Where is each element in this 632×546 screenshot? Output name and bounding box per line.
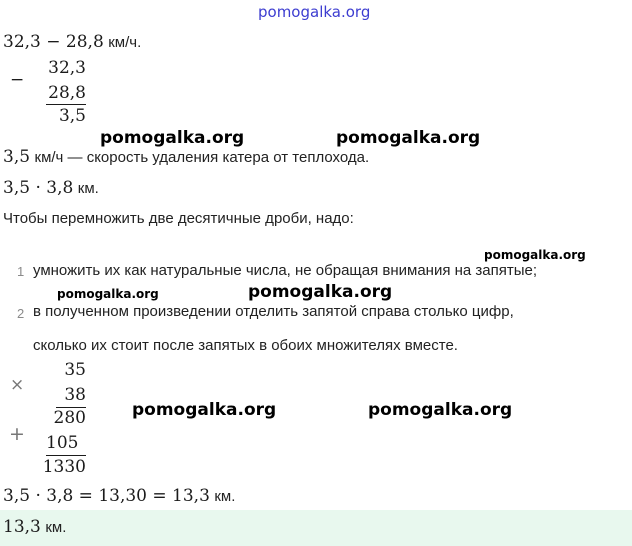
answer-line [3, 517, 66, 537]
watermark-1: pomogalka.org [100, 128, 245, 148]
difference-result: 3,5 [58, 106, 86, 126]
final-unit: км. [214, 488, 236, 505]
distance-expression: 3,5 · 3,8 [3, 178, 74, 198]
distance-line [3, 178, 99, 198]
watermark-7: pomogalka.org [368, 400, 513, 420]
times-sign: × [10, 375, 25, 395]
watermark-4: pomogalka.org [57, 287, 159, 301]
step-2-text: в полученном произведении отделить запятой справа столько цифр, [33, 303, 514, 320]
partial-product-2: 105 [46, 433, 79, 453]
step-2-number: 2 [17, 306, 25, 321]
final-line [3, 486, 235, 506]
answer-value: 13,3 [3, 517, 41, 537]
step-1-text: умножить их как натуральные числа, не обращая внимания на запятые; [33, 262, 538, 279]
speed-value: 3,5 [3, 147, 31, 167]
minuend: 32,3 [48, 58, 86, 78]
unit-km: км. [77, 180, 99, 197]
partial-product-1: 280 [53, 408, 86, 428]
difference-expression: 32,3 − 28,8 [3, 32, 104, 52]
speed-description: км/ч — скорость удаления катера от теплохода. [34, 149, 370, 166]
product-result: 1330 [42, 457, 86, 477]
unit-kmh: км/ч. [108, 34, 142, 51]
subtraction-line [46, 104, 86, 105]
watermark-3: pomogalka.org [484, 248, 586, 262]
speed-line [3, 147, 369, 167]
watermark-2: pomogalka.org [336, 128, 481, 148]
step-1-number: 1 [17, 264, 25, 279]
subtrahend: 28,8 [48, 83, 86, 103]
answer-box [0, 510, 632, 546]
factor-1: 35 [64, 360, 86, 380]
factor-2: 38 [64, 385, 86, 405]
watermark-top: pomogalka.org [258, 3, 371, 21]
minus-sign: − [10, 70, 25, 90]
answer-unit: км. [45, 519, 67, 536]
step-2-continuation: сколько их стоит после запятых в обоих множителях вместе. [33, 337, 458, 354]
plus-sign: + [9, 423, 25, 445]
multiplication-line-2 [46, 455, 86, 456]
expression-line-1 [3, 32, 141, 52]
final-expression: 3,5 · 3,8 = 13,30 = 13,3 [3, 486, 210, 506]
watermark-5: pomogalka.org [248, 282, 393, 302]
watermark-6: pomogalka.org [132, 400, 277, 420]
rule-intro: Чтобы перемножить две десятичные дроби, надо: [3, 210, 354, 227]
